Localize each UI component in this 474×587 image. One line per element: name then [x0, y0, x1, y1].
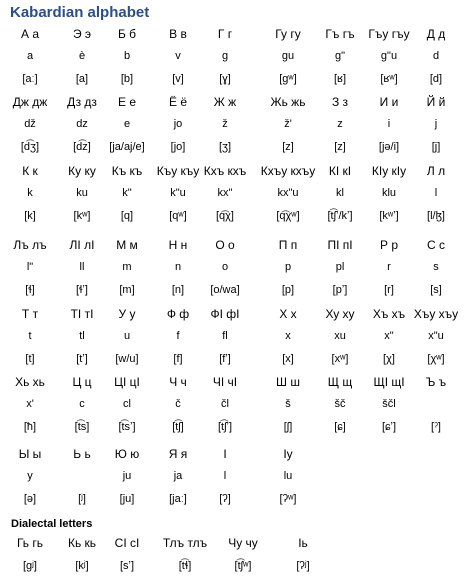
- translit-cell: n: [174, 261, 182, 273]
- letter-cell: Дж дж: [12, 95, 48, 109]
- letter-cell: В в: [169, 27, 187, 41]
- translit-cell: xu: [334, 330, 346, 342]
- translit-cell: s: [433, 261, 439, 273]
- ipa-cell: [z]: [334, 141, 346, 153]
- translit-cell: fl: [222, 330, 228, 342]
- translit-cell: šč: [334, 398, 346, 410]
- dialectal-ipa-cell: [t͡ʃʷ]: [234, 560, 252, 572]
- ipa-cell: [w/u]: [115, 353, 139, 365]
- ipa-cell: [a]: [75, 73, 89, 85]
- translit-cell: tl: [79, 330, 85, 342]
- translit-cell: è: [78, 50, 86, 62]
- ipa-cell: [tʼ]: [76, 353, 88, 365]
- translit-cell: d: [432, 50, 440, 62]
- translit-cell: kl: [336, 187, 344, 199]
- translit-cell: g": [334, 50, 346, 62]
- letter-cell: Іу: [283, 447, 293, 461]
- translit-cell: u: [123, 330, 131, 342]
- dialectal-ipa-cell: [ɡʲ]: [23, 560, 37, 572]
- ipa-cell: [ʁ]: [333, 73, 347, 85]
- letter-cell: КӀу кӀу: [371, 164, 407, 178]
- letter-cell: Й й: [426, 95, 446, 109]
- ipa-cell: [ɬʼ]: [76, 284, 88, 296]
- letter-cell: Е е: [117, 95, 136, 109]
- ipa-cell: [ɕʼ]: [381, 421, 397, 433]
- translit-cell: čl: [221, 398, 229, 410]
- translit-cell: z: [337, 118, 343, 130]
- translit-cell: k": [122, 187, 132, 199]
- letter-cell: У у: [118, 307, 136, 321]
- letter-cell: Ч ч: [169, 375, 187, 389]
- letter-cell: Т т: [21, 307, 39, 321]
- letter-cell: Р р: [379, 238, 398, 252]
- letter-cell: Хъ хъ: [372, 307, 406, 321]
- ipa-cell: [ˀ]: [431, 421, 441, 433]
- dialectal-letter-cell: СӀ сӀ: [114, 536, 140, 550]
- translit-cell: r: [387, 261, 391, 273]
- page-title: Kabardian alphabet: [10, 4, 150, 21]
- translit-cell: ž': [284, 118, 292, 130]
- ipa-cell: [q]: [120, 210, 134, 222]
- dialectal-ipa-cell: [sʼ]: [119, 560, 135, 572]
- ipa-cell: [ɕ]: [334, 421, 346, 433]
- translit-cell: dž: [24, 118, 36, 130]
- translit-cell: i: [387, 118, 391, 130]
- translit-cell: ja: [173, 470, 183, 482]
- ipa-cell: [t͡sʼ]: [118, 421, 136, 433]
- letter-cell: Ю ю: [114, 447, 140, 461]
- ipa-cell: [k]: [24, 210, 36, 222]
- translit-cell: x"u: [428, 330, 444, 342]
- letter-cell: Х х: [279, 307, 297, 321]
- letter-cell: Дз дз: [67, 95, 97, 109]
- letter-cell: Жь жь: [270, 95, 306, 109]
- dialectal-ipa-cell: [t͡ɬ]: [178, 560, 192, 572]
- letter-cell: К к: [22, 164, 38, 178]
- translit-cell: l: [434, 187, 438, 199]
- letter-cell: Ху ху: [325, 307, 355, 321]
- ipa-cell: [xʷ]: [331, 353, 349, 365]
- ipa-cell: [t͡ʃʼ]: [217, 421, 233, 433]
- letter-cell: Д д: [426, 27, 446, 41]
- ipa-cell: [p]: [281, 284, 295, 296]
- letter-cell: Э э: [72, 27, 92, 41]
- ipa-cell: [χʷ]: [427, 353, 445, 365]
- ipa-cell: [t͡ʃʼ/kʼ]: [327, 210, 353, 222]
- translit-cell: x: [285, 330, 291, 342]
- ipa-cell: [ja/aj/e]: [109, 141, 145, 153]
- translit-cell: g: [221, 50, 229, 62]
- translit-cell: kx": [217, 187, 233, 199]
- translit-cell: jo: [173, 118, 183, 130]
- letter-cell: Гъ гъ: [325, 27, 355, 41]
- dialectal-letter-cell: Тлъ тлъ: [162, 536, 208, 550]
- ipa-cell: [aː]: [22, 73, 38, 85]
- letter-cell: Щ щ: [327, 375, 353, 389]
- ipa-cell: [jaː]: [169, 493, 187, 505]
- letter-cell: М м: [116, 238, 138, 252]
- ipa-cell: [qʷ]: [169, 210, 187, 222]
- translit-cell: l": [26, 261, 34, 273]
- letter-cell: А а: [20, 27, 39, 41]
- letter-cell: ТӀ тӀ: [70, 307, 94, 321]
- ipa-cell: [jə/i]: [378, 141, 400, 153]
- ipa-cell: [n]: [171, 284, 185, 296]
- letter-cell: ЩӀ щӀ: [373, 375, 405, 389]
- ipa-cell: [ʃ]: [283, 421, 293, 433]
- translit-cell: k"u: [170, 187, 186, 199]
- ipa-cell: [t]: [25, 353, 35, 365]
- ipa-cell: [fʼ]: [219, 353, 231, 365]
- translit-cell: c: [79, 398, 85, 410]
- letter-cell: Ц ц: [72, 375, 92, 389]
- letter-cell: Ь ь: [73, 447, 91, 461]
- letter-cell: Ф ф: [166, 307, 190, 321]
- translit-cell: gu: [281, 50, 295, 62]
- letter-cell: О о: [215, 238, 235, 252]
- translit-cell: ll: [79, 261, 85, 273]
- ipa-cell: [l/ɮ]: [427, 210, 445, 222]
- translit-cell: cl: [123, 398, 131, 410]
- letter-cell: С с: [427, 238, 445, 252]
- letter-cell: Ъ ъ: [425, 375, 447, 389]
- letter-cell: Хь хь: [15, 375, 45, 389]
- translit-cell: m: [122, 261, 132, 273]
- ipa-cell: [ʲ]: [78, 493, 86, 505]
- translit-cell: v: [175, 50, 181, 62]
- letter-cell: Хъу хъу: [413, 307, 459, 321]
- dialectal-ipa-cell: [ʔʲ]: [296, 560, 310, 572]
- translit-cell: č: [175, 398, 181, 410]
- letter-cell: Г г: [217, 27, 233, 41]
- translit-cell: ku: [76, 187, 88, 199]
- ipa-cell: [ʔ]: [219, 493, 231, 505]
- ipa-cell: [kʷ]: [73, 210, 91, 222]
- ipa-cell: [q͡χ]: [215, 210, 234, 222]
- ipa-cell: [z]: [282, 141, 294, 153]
- translit-cell: ju: [122, 470, 132, 482]
- translit-cell: x": [384, 330, 394, 342]
- translit-cell: kx"u: [277, 187, 299, 199]
- translit-cell: š: [285, 398, 291, 410]
- ipa-cell: [f]: [173, 353, 183, 365]
- ipa-cell: [ə]: [23, 493, 37, 505]
- ipa-cell: [t͡s]: [74, 421, 90, 433]
- letter-cell: ЦӀ цӀ: [114, 375, 140, 389]
- ipa-cell: [ɬ]: [25, 284, 35, 296]
- translit-cell: y: [27, 470, 33, 482]
- letter-cell: Ку ку: [68, 164, 96, 178]
- letter-cell: ЧӀ чӀ: [212, 375, 238, 389]
- ipa-cell: [ħ]: [23, 421, 37, 433]
- ipa-cell: [d͡z]: [73, 141, 91, 153]
- dialectal-ipa-cell: [kʲ]: [75, 560, 89, 572]
- letter-cell: Ё ё: [168, 95, 188, 109]
- dialectal-letter-cell: Iь: [298, 536, 308, 550]
- translit-cell: x': [26, 398, 34, 410]
- letter-cell: Лъ лъ: [13, 238, 47, 252]
- translit-cell: f: [176, 330, 180, 342]
- ipa-cell: [t͡ʃ]: [172, 421, 184, 433]
- ipa-cell: [jo]: [170, 141, 186, 153]
- translit-cell: j: [434, 118, 438, 130]
- dialectal-letter-cell: Кь кь: [67, 536, 97, 550]
- translit-cell: pl: [335, 261, 345, 273]
- letter-cell: Ы ы: [18, 447, 42, 461]
- ipa-cell: [pʼ]: [332, 284, 348, 296]
- dialectal-heading: Dialectal letters: [11, 518, 93, 530]
- translit-cell: l: [223, 470, 227, 482]
- ipa-cell: [ju]: [119, 493, 135, 505]
- letter-cell: Кхъу кхъу: [260, 164, 316, 178]
- ipa-cell: [v]: [172, 73, 184, 85]
- translit-cell: klu: [381, 187, 397, 199]
- letter-cell: Кхъ кхъ: [203, 164, 247, 178]
- translit-cell: a: [26, 50, 34, 62]
- translit-cell: g"u: [380, 50, 398, 62]
- letter-cell: З з: [331, 95, 349, 109]
- letter-cell: КӀ кӀ: [328, 164, 352, 178]
- letter-cell: Гъу гъу: [368, 27, 410, 41]
- letter-cell: ФӀ фӀ: [210, 307, 240, 321]
- dialectal-letter-cell: Гь гь: [16, 536, 44, 550]
- ipa-cell: [kʷʼ]: [379, 210, 399, 222]
- ipa-cell: [o/wa]: [210, 284, 240, 296]
- letter-cell: Б б: [117, 27, 137, 41]
- letter-cell: Ш ш: [276, 375, 300, 389]
- letter-cell: И и: [379, 95, 399, 109]
- ipa-cell: [b]: [120, 73, 134, 85]
- ipa-cell: [m]: [119, 284, 135, 296]
- translit-cell: ž: [222, 118, 228, 130]
- translit-cell: p: [284, 261, 292, 273]
- translit-cell: dz: [76, 118, 88, 130]
- ipa-cell: [j]: [431, 141, 441, 153]
- translit-cell: b: [123, 50, 131, 62]
- ipa-cell: [ɡʷ]: [279, 73, 297, 85]
- letter-cell: Къу къу: [156, 164, 200, 178]
- letter-cell: Ӏ: [223, 447, 227, 461]
- ipa-cell: [ɣ]: [219, 73, 231, 85]
- ipa-cell: [ʒ]: [218, 141, 232, 153]
- translit-cell: ščl: [382, 398, 396, 410]
- ipa-cell: [x]: [282, 353, 294, 365]
- translit-cell: t: [28, 330, 32, 342]
- ipa-cell: [d]: [429, 73, 443, 85]
- ipa-cell: [q͡χʷ]: [276, 210, 300, 222]
- letter-cell: Ж ж: [213, 95, 237, 109]
- letter-cell: ЛӀ лӀ: [69, 238, 95, 252]
- letter-cell: Гу гу: [275, 27, 301, 41]
- letter-cell: Къ къ: [111, 164, 143, 178]
- letter-cell: П п: [278, 238, 298, 252]
- dialectal-letter-cell: Чу чу: [228, 536, 258, 550]
- ipa-cell: [χ]: [383, 353, 395, 365]
- ipa-cell: [d͡ʒ]: [20, 141, 40, 153]
- translit-cell: lu: [283, 470, 293, 482]
- translit-cell: e: [123, 118, 131, 130]
- translit-cell: k: [27, 187, 33, 199]
- letter-cell: ПӀ пӀ: [327, 238, 353, 252]
- translit-cell: o: [221, 261, 229, 273]
- ipa-cell: [ʁʷ]: [380, 73, 398, 85]
- ipa-cell: [s]: [430, 284, 442, 296]
- ipa-cell: [r]: [384, 284, 394, 296]
- letter-cell: Л л: [426, 164, 446, 178]
- ipa-cell: [ʔʷ]: [279, 493, 297, 505]
- letter-cell: Н н: [168, 238, 188, 252]
- letter-cell: Я я: [168, 447, 188, 461]
